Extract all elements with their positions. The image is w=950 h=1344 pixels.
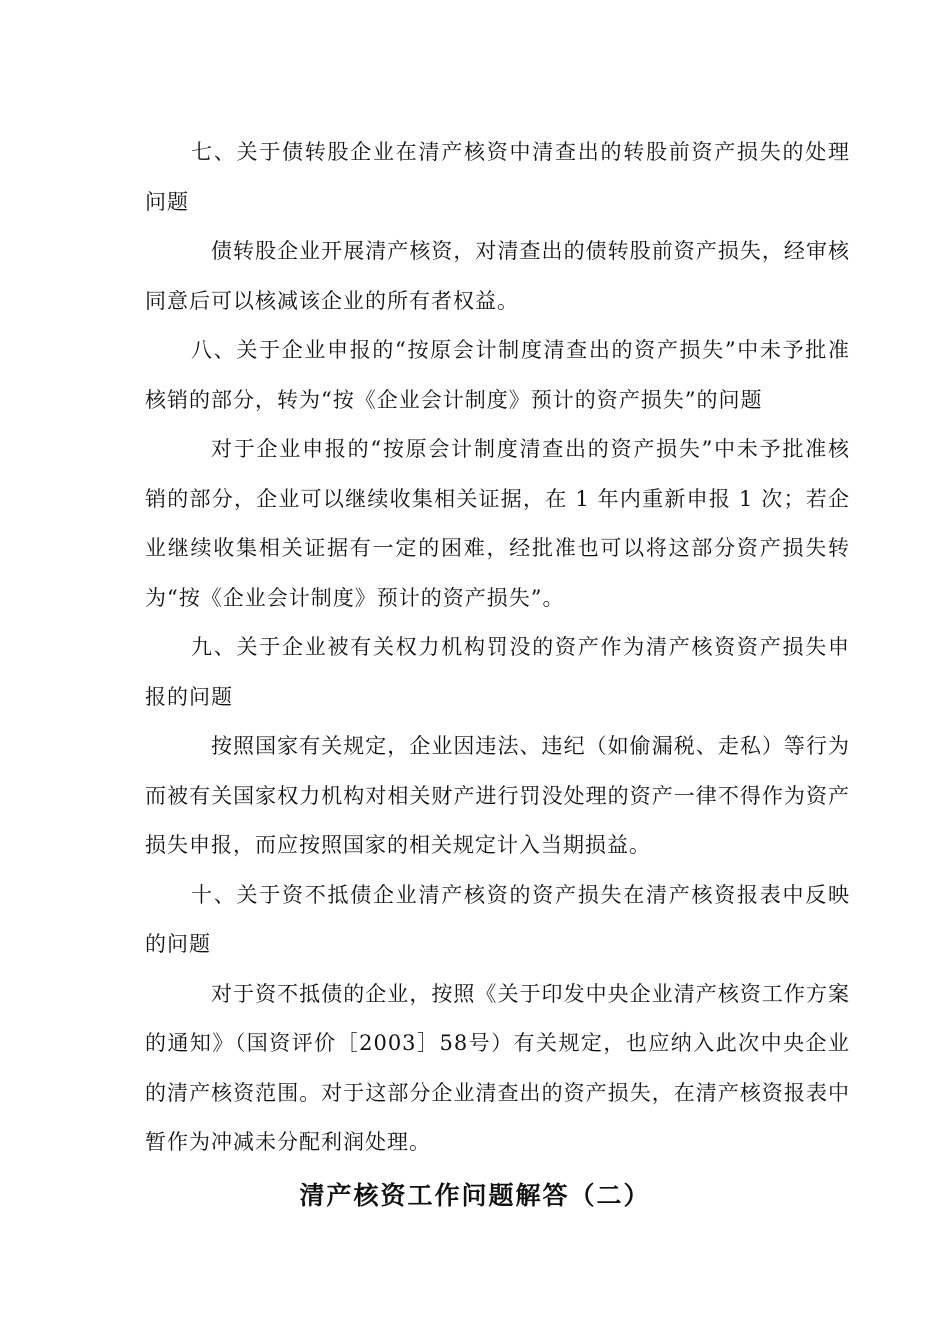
section-10-heading: 十、关于资不抵债企业清产核资的资产损失在清产核资报表中反映的问题: [145, 882, 850, 956]
section-8-heading: 八、关于企业申报的“按原会计制度清查出的资产损失”中未予批准核销的部分，转为“按《企业会计制度》预计的资产损失”的问题: [145, 338, 850, 412]
document-body: [145, 128, 850, 1168]
section-9-heading: 九、关于企业被有关权力机构罚没的资产作为清产核资资产损失申报的问题: [145, 635, 850, 709]
section-9-body: 按照国家有关规定，企业因违法、违纪（如偷漏税、走私）等行为而被有关国家权力机构对相关财产进行罚没处理的资产一律不得作为资产损失申报，而应按照国家的相关规定计入当期损益。: [145, 734, 850, 857]
section-7-heading: 七、关于债转股企业在清产核资中清查出的转股前资产损失的处理问题: [145, 140, 850, 214]
section-8-body: 对于企业申报的“按原会计制度清查出的资产损失”中未予批准核销的部分，企业可以继续收集相关证据，在 1 年内重新申报 1 次；若企业继续收集相关证据有一定的困难，经批准也可以将这部分资产损失转为“按《企业会计制度》预计的资产损失”。: [145, 437, 850, 610]
section-10-body: 对于资不抵债的企业，按照《关于印发中央企业清产核资工作方案的通知》（国资评价［2003］58号）有关规定，也应纳入此次中央企业的清产核资范围。对于这部分企业清查出的资产损失，在清产核资报表中暂作为冲减未分配利润处理。: [145, 981, 850, 1154]
section-7-body: 债转股企业开展清产核资，对清查出的债转股前资产损失，经审核同意后可以核减该企业的所有者权益。: [145, 239, 850, 313]
next-part-title: 清产核资工作问题解答（二）: [299, 1181, 651, 1210]
